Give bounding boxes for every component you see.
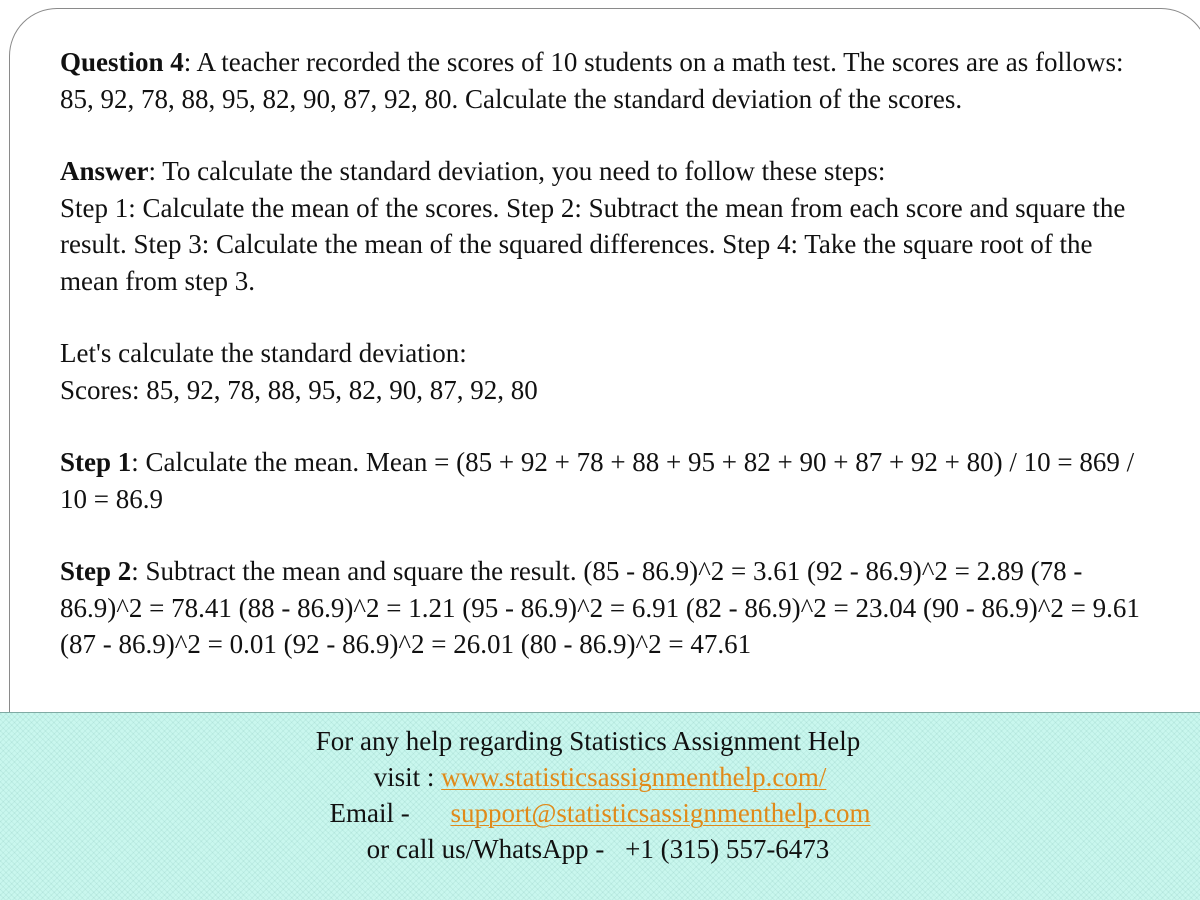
- spacer: [60, 117, 1150, 153]
- footer-text: [0, 723, 1200, 867]
- step2-paragraph: [60, 553, 1150, 663]
- calc-intro: Let's calculate the standard deviation:: [60, 338, 467, 368]
- step1-paragraph: [60, 444, 1150, 517]
- step1-text: : Calculate the mean. Mean = (85 + 92 + 78 + 88 + 95 + 82 + 90 + 87 + 92 + 80) / 10 = 869 / 10 = 86.9: [60, 447, 1135, 514]
- spacer: [60, 299, 1150, 335]
- website-link[interactable]: www.statisticsassignmenthelp.com/: [441, 762, 827, 792]
- spacer: [60, 408, 1150, 444]
- question-text: : A teacher recorded the scores of 10 students on a math test. The scores are as follows: 85, 92, 78, 88, 95, 82, 90, 87, 92, 80. Calculate the standard deviation of the scores.: [60, 47, 1124, 114]
- footer-call-line: [0, 831, 1198, 867]
- question-paragraph: [60, 44, 1150, 117]
- footer-visit-line: [0, 759, 1200, 795]
- answer-label: Answer: [60, 156, 149, 186]
- visit-label: visit :: [373, 762, 442, 792]
- spacer: [60, 517, 1150, 553]
- answer-paragraph: [60, 153, 1150, 190]
- email-link[interactable]: support@statisticsassignmenthelp.com: [450, 798, 871, 828]
- call-label: or call us/WhatsApp -: [366, 834, 612, 864]
- answer-steps: Step 1: Calculate the mean of the scores. Step 2: Subtract the mean from each score and square the result. Step 3: Calculate the mean of the squared differences. Step 4: Take the square root of the mean from step 3.: [60, 192, 1126, 296]
- footer-email-line: [0, 795, 1200, 831]
- step2-text: : Subtract the mean and square the result. (85 - 86.9)^2 = 3.61 (92 - 86.9)^2 = 2.89 (78 - 86.9)^2 = 78.41 (88 - 86.9)^2 = 1.21 (95 - 86.9)^2 = 6.91 (82 - 86.9)^2 = 23.04 (90 - 86.9)^2 = 9.61 (87 - 86.9)^2 = 0.01 (92 - 86.9)^2 = 26.01 (80 - 86.9)^2 = 47.61: [60, 556, 1140, 659]
- question-label: Question 4: [60, 47, 184, 77]
- email-label: Email -: [329, 798, 417, 828]
- step2-label: Step 2: [60, 556, 132, 586]
- content-area: [60, 44, 1150, 663]
- step1-label: Step 1: [60, 447, 132, 477]
- footer-heading: For any help regarding Statistics Assignment Help: [315, 726, 861, 756]
- contact-footer: [0, 712, 1200, 900]
- answer-text: : To calculate the standard deviation, you need to follow these steps:: [148, 156, 886, 186]
- phone-number: +1 (315) 557-6473: [625, 834, 830, 864]
- scores-line: Scores: 85, 92, 78, 88, 95, 82, 90, 87, 92, 80: [60, 374, 538, 405]
